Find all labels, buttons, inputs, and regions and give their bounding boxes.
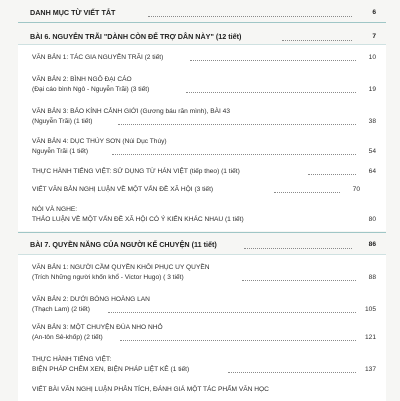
entry-line: VĂN BẢN 1: NGƯỜI CẦM QUYỀN KHÔI PHỤC UY QUYỀN	[32, 264, 210, 271]
entry-line: VĂN BẢN 2: DƯỚI BÓNG HOÀNG LAN	[32, 296, 150, 303]
dot-leader	[282, 40, 352, 41]
entry-line: THẢO LUẬN VỀ MỘT VẤN ĐỀ XÃ HỘI CÓ Ý KIẾN KHÁC NHAU (1 tiết)	[32, 216, 244, 223]
entry-line: (Nguyễn Trãi) (1 tiết)	[32, 118, 93, 125]
dot-leader	[274, 192, 340, 193]
entry-page: 54	[368, 148, 376, 155]
entry-line: VĂN BẢN 3: BẢO KÍNH CẢNH GIỚI (Gương báu răn mình), BÀI 43	[32, 108, 230, 115]
entry-line: THỰC HÀNH TIẾNG VIỆT:	[32, 356, 112, 363]
entry-page: 121	[364, 334, 376, 341]
dot-leader	[108, 312, 356, 313]
entry-page: 80	[368, 216, 376, 223]
abbr-page: 6	[372, 9, 376, 16]
entry-line: VĂN BẢN 1: TÁC GIA NGUYỄN TRÃI (2 tiết)	[32, 54, 164, 61]
entry-page: 38	[368, 118, 376, 125]
entry-line: THỰC HÀNH TIẾNG VIỆT: SỬ DỤNG TỪ HÁN VIỆT (tiếp theo) (1 tiết)	[32, 168, 240, 175]
dot-leader	[118, 124, 356, 125]
dot-leader	[112, 154, 356, 155]
entry-page: 10	[368, 54, 376, 61]
dot-leader	[186, 92, 356, 93]
dot-leader	[244, 248, 352, 249]
entry-line: (Thạch Lam) (2 tiết)	[32, 306, 90, 313]
dot-leader	[242, 280, 356, 281]
entry-line: (An-tôn Sê-khốp) (2 tiết)	[32, 334, 103, 341]
entry-page: 137	[364, 366, 376, 373]
chapter6-title: BÀI 6. NGUYỄN TRÃI "DÀNH CÒN ĐỂ TRỢ DÂN NÀY" (12 tiết)	[30, 32, 242, 41]
chapter7-entries	[18, 254, 386, 401]
entry-page: 88	[368, 274, 376, 281]
entry-page: 19	[368, 86, 376, 93]
entry-page: 64	[368, 168, 376, 175]
dot-leader	[228, 372, 356, 373]
entry-line: BIỆN PHÁP CHÊM XEN, BIỆN PHÁP LIỆT KÊ (1 tiết)	[32, 366, 190, 373]
dot-leader	[120, 340, 356, 341]
entry-line: NÓI VÀ NGHE:	[32, 206, 78, 213]
chapter6-entries	[18, 44, 386, 231]
dot-leader	[148, 16, 352, 17]
entry-line: VĂN BẢN 4: DỤC THÚY SƠN (Núi Dục Thúy)	[32, 138, 167, 145]
divider	[18, 232, 386, 233]
entry-line: VIẾT BÀI VĂN NGHỊ LUẬN PHÂN TÍCH, ĐÁNH GIÁ MỘT TÁC PHẨM VĂN HỌC	[32, 386, 269, 393]
entry-line: VIẾT VĂN BẢN NGHỊ LUẬN VỀ MỘT VẤN ĐỀ XÃ HỘI (3 tiết)	[32, 186, 214, 193]
entry-line: Nguyễn Trãi (1 tiết)	[32, 148, 89, 155]
entry-line: VĂN BẢN 2: BÌNH NGÔ ĐẠI CÁO	[32, 76, 132, 83]
entry-line: (Đại cáo bình Ngô - Nguyễn Trãi) (3 tiết)	[32, 86, 150, 93]
abbr-title: DANH MỤC TỪ VIẾT TẮT	[30, 8, 116, 17]
chapter7-title: BÀI 7. QUYỀN NĂNG CỦA NGƯỜI KỂ CHUYỆN (11 tiết)	[30, 240, 217, 249]
chapter7-page: 86	[368, 241, 376, 248]
entry-line: VĂN BẢN 3: MỘT CHUYỆN ĐÙA NHO NHỎ	[32, 324, 163, 331]
divider	[18, 22, 386, 23]
chapter6-page: 7	[372, 33, 376, 40]
entry-page: 70	[352, 186, 360, 193]
entry-page: 105	[364, 306, 376, 313]
dot-leader	[190, 60, 356, 61]
entry-line: (Trích Những người khốn khổ - Victor Hugo) ( 3 tiết)	[32, 274, 184, 281]
